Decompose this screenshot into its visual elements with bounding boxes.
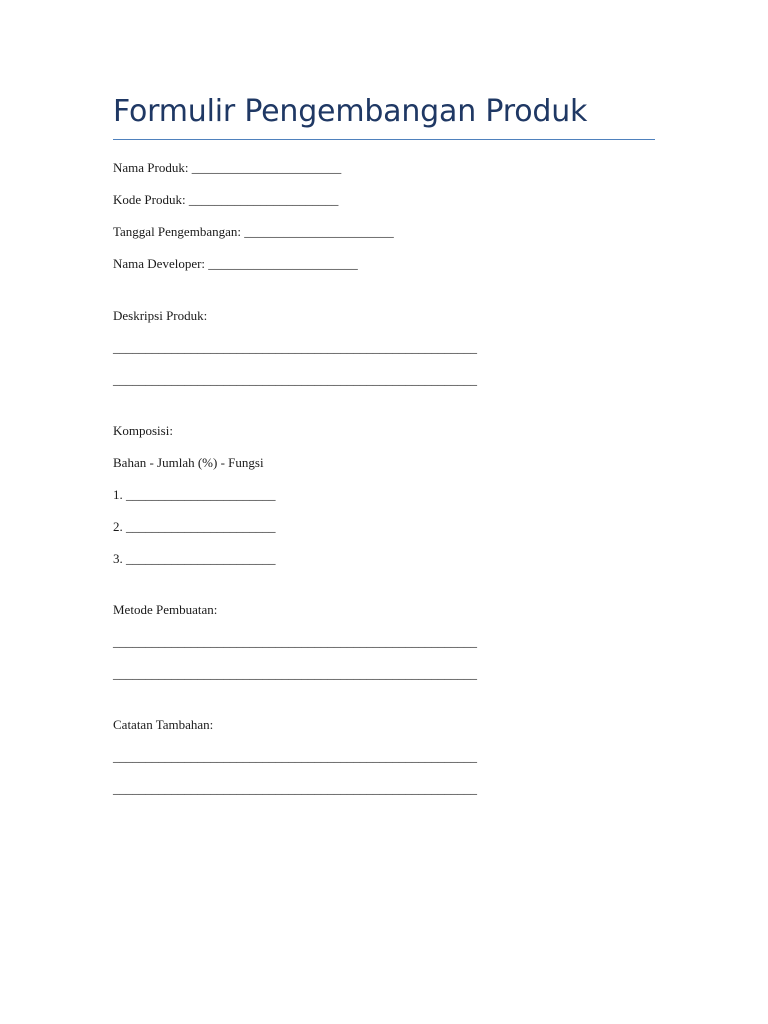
title-underline [113,139,655,140]
catatan-label: Catatan Tambahan: [113,717,214,732]
metode-line-1[interactable]: ________________________________________________________ [113,634,477,649]
komposisi-item-1[interactable]: 1. _______________________ [113,487,276,502]
deskripsi-label: Deskripsi Produk: [113,308,208,323]
field-tanggal-pengembangan[interactable]: Tanggal Pengembangan: _______________________ [113,224,394,239]
catatan-line-1[interactable]: ________________________________________________________ [113,749,477,764]
deskripsi-line-2[interactable]: ________________________________________________________ [113,372,477,387]
komposisi-item-2[interactable]: 2. _______________________ [113,519,276,534]
komposisi-header: Bahan - Jumlah (%) - Fungsi [113,455,264,470]
komposisi-item-3[interactable]: 3. _______________________ [113,551,276,566]
catatan-line-2[interactable]: ________________________________________________________ [113,781,477,796]
field-kode-produk[interactable]: Kode Produk: _______________________ [113,192,339,207]
field-nama-produk[interactable]: Nama Produk: _______________________ [113,160,342,175]
page-title: Formulir Pengembangan Produk [113,94,588,129]
metode-line-2[interactable]: ________________________________________________________ [113,666,477,681]
metode-label: Metode Pembuatan: [113,602,218,617]
field-nama-developer[interactable]: Nama Developer: _______________________ [113,256,358,271]
deskripsi-line-1[interactable]: ________________________________________________________ [113,340,477,355]
komposisi-label: Komposisi: [113,423,173,438]
